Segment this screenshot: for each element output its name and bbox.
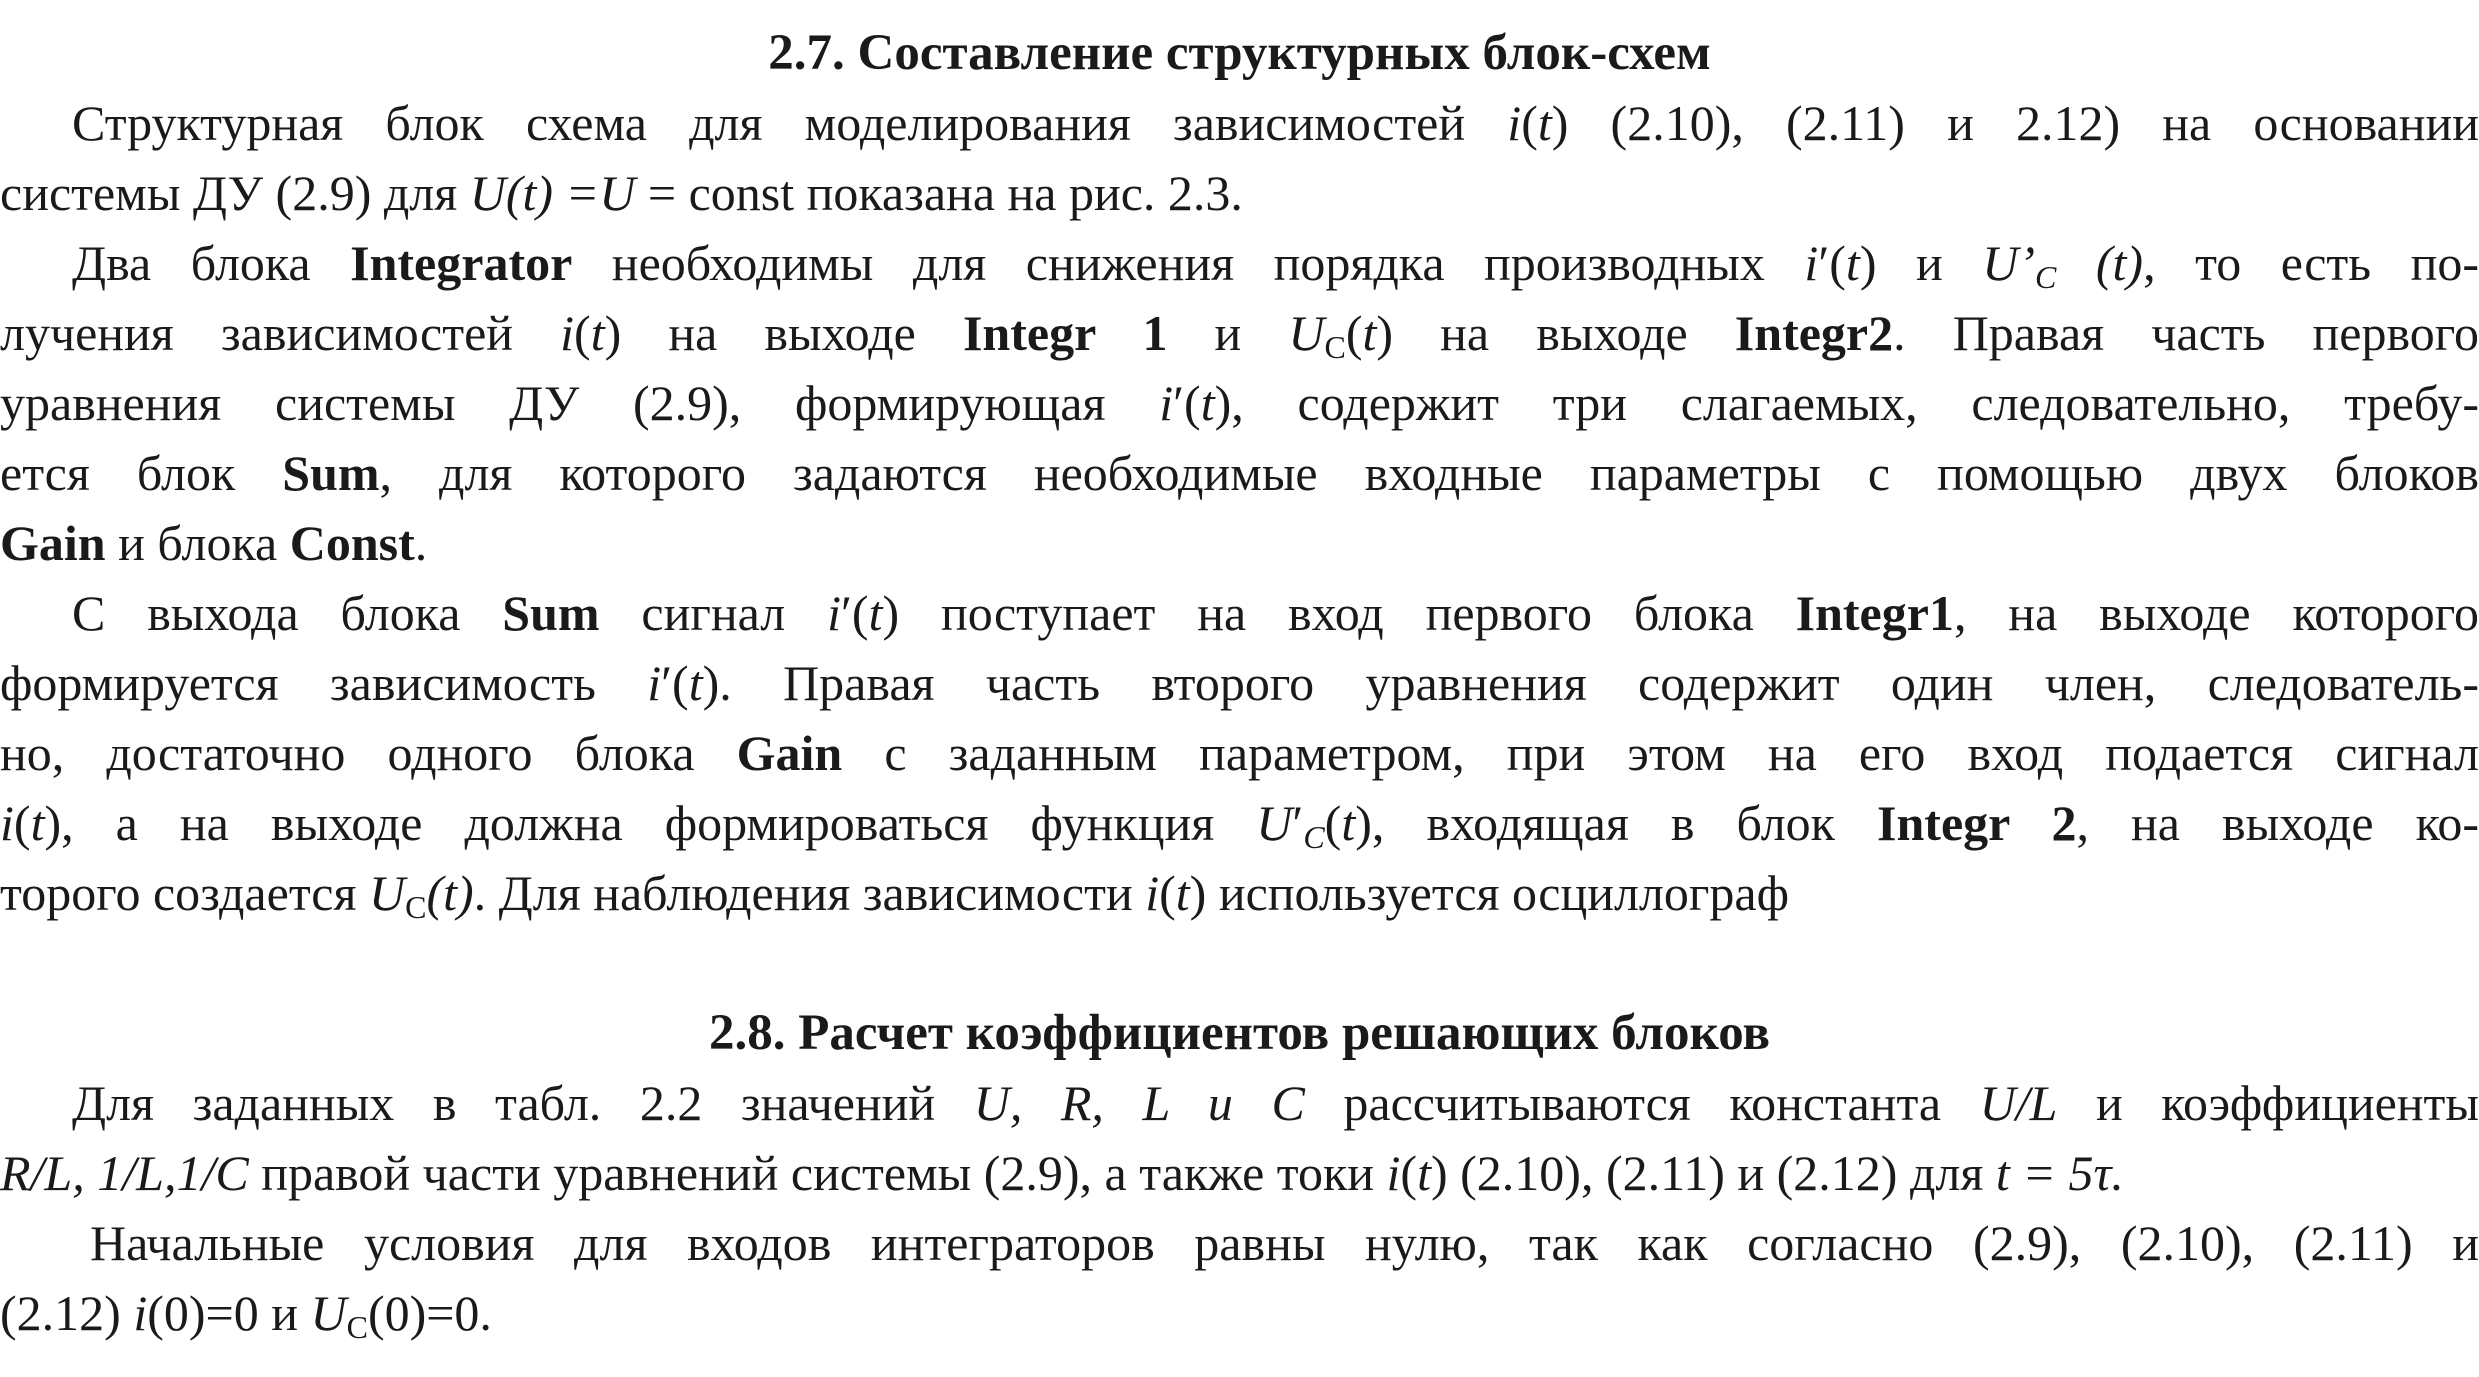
- section-heading-2-8: 2.8. Расчет коэффициентов решающих блоков: [709, 1005, 1770, 1061]
- text-line: формируется зависимость i′(t). Правая часть второго уравнения содержит один член, следователь-: [0, 655, 2479, 711]
- document-page: [0, 18, 2479, 1348]
- text-line: уравнения системы ДУ (2.9), формирующая i′(t), содержит три слагаемых, следовательно, требу-: [0, 375, 2479, 431]
- text-line: Gain и блока Const.: [0, 515, 428, 571]
- text-line: но, достаточно одного блока Gain с заданным параметром, при этом на его вход подается сигнал: [0, 725, 2479, 781]
- text-line: торого создается $U_C(t)$. Для наблюдения зависимости i(t) используется осциллограф: [0, 865, 1789, 925]
- formula-U-prime-C: $U’_C$ (t): [1982, 235, 2144, 295]
- section-heading-2-7: 2.7. Составление структурных блок-схем: [768, 25, 1711, 81]
- text-line: Для заданных в табл. 2.2 значений U, R, L и C рассчитываются константа U/L и коэффициенты: [72, 1075, 2479, 1131]
- text-line: Структурная блок схема для моделирования зависимостей i(t) (2.10), (2.11) и 2.12) на основании: [72, 95, 2479, 151]
- paragraph-coefficients: [0, 1068, 2479, 1208]
- formula-U-t: U(t) =U: [469, 165, 636, 221]
- text-line: системы ДУ (2.9) для U(t) =U = const показана на рис. 2.3.: [0, 165, 1243, 221]
- text-line: Начальные условия для входов интеграторов равны нулю, так как согласно (2.9), (2.10), (2.11) и: [90, 1215, 2479, 1271]
- paragraph-block-scheme-intro: [0, 88, 2479, 228]
- text-line: лучения зависимостей i(t) на выходе Integr 1 и $U_C(t)$ на выходе Integr2. Правая часть первого: [0, 305, 2479, 365]
- text-line: Два блока Integrator необходимы для снижения порядка производных i′(t) и $U’_C$ (t), то есть по-: [72, 235, 2479, 295]
- paragraph-sum-block-output: [0, 578, 2479, 928]
- text-line: С выхода блока Sum сигнал i′(t) поступает на вход первого блока Integr1, на выходе которого: [72, 585, 2479, 641]
- paragraph-initial-conditions: [0, 1208, 2479, 1348]
- text-line: (2.12) i(0)=0 и $U_C(0)=0$.: [0, 1285, 492, 1345]
- section-spacer: [0, 928, 2479, 998]
- formula-i-t: i: [1507, 95, 1522, 151]
- text-line: R/L, 1/L,1/C правой части уравнений системы (2.9), а также токи i(t) (2.10), (2.11) и (2.12) для t = 5τ.: [0, 1145, 2124, 1201]
- paragraph-integrator-blocks: [0, 228, 2479, 578]
- text-line: i(t), а на выходе должна формироваться функция $U'_C(t)$, входящая в блок Integr 2, на выходе ко-: [0, 795, 2479, 855]
- text-line: ется блок Sum, для которого задаются необходимые входные параметры с помощью двух блоков: [0, 445, 2479, 501]
